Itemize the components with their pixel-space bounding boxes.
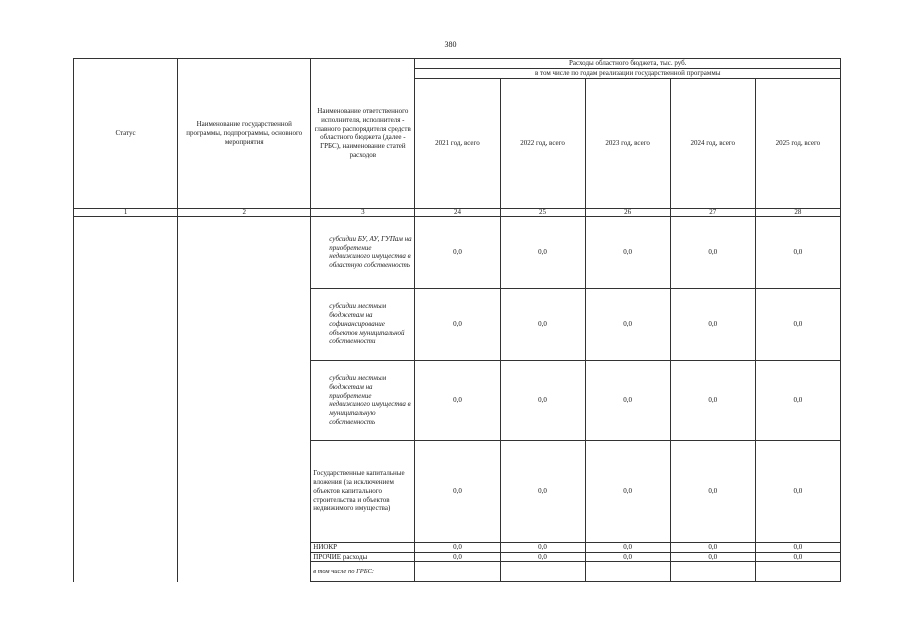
row-value: 0,0 — [415, 360, 500, 440]
header-year-2025: 2025 год, всего — [755, 78, 840, 208]
row-value: 0,0 — [755, 288, 840, 360]
row-label: НИОКР — [311, 542, 415, 552]
status-cell — [74, 216, 178, 582]
row-label: субсидии местным бюджетам на приобретение недвижимого имущества в муниципальную собственность — [311, 360, 415, 440]
row-value: 0,0 — [415, 216, 500, 288]
row-value: 0,0 — [755, 552, 840, 562]
header-status: Статус — [74, 59, 178, 209]
header-year-2022: 2022 год, всего — [500, 78, 585, 208]
page-number: 380 — [444, 40, 457, 49]
row-value — [415, 562, 500, 582]
row-value: 0,0 — [670, 288, 755, 360]
row-value: 0,0 — [585, 288, 670, 360]
column-number: 1 — [74, 208, 178, 216]
row-value: 0,0 — [500, 360, 585, 440]
program-name-cell — [178, 216, 311, 582]
header-program-name: Наименование государственной программы, подпрограммы, основного мероприятия — [178, 59, 311, 209]
row-value: 0,0 — [755, 360, 840, 440]
row-value: 0,0 — [755, 440, 840, 542]
row-value: 0,0 — [415, 542, 500, 552]
row-value: 0,0 — [670, 216, 755, 288]
row-value: 0,0 — [670, 440, 755, 542]
column-number: 24 — [415, 208, 500, 216]
row-value: 0,0 — [670, 552, 755, 562]
row-value: 0,0 — [500, 440, 585, 542]
column-number: 27 — [670, 208, 755, 216]
row-value: 0,0 — [670, 360, 755, 440]
row-value: 0,0 — [585, 552, 670, 562]
header-year-2023: 2023 год, всего — [585, 78, 670, 208]
column-number: 28 — [755, 208, 840, 216]
header-year-2024: 2024 год, всего — [670, 78, 755, 208]
column-number: 25 — [500, 208, 585, 216]
row-value: 0,0 — [500, 552, 585, 562]
header-responsible: Наименование ответственного исполнителя, исполнителя - главного распорядителя средств областного бюджета (далее - ГРБС), наименование статей расходов — [311, 59, 415, 209]
row-value: 0,0 — [415, 288, 500, 360]
header-year-2021: 2021 год, всего — [415, 78, 500, 208]
row-value — [585, 562, 670, 582]
row-value: 0,0 — [585, 440, 670, 542]
row-value — [670, 562, 755, 582]
table-row — [74, 216, 841, 288]
row-label: субсидии местным бюджетам на софинансирование объектов муниципальной собственности — [311, 288, 415, 360]
row-value: 0,0 — [585, 216, 670, 288]
row-value: 0,0 — [755, 216, 840, 288]
column-number: 2 — [178, 208, 311, 216]
row-value: 0,0 — [500, 216, 585, 288]
row-value: 0,0 — [500, 542, 585, 552]
row-value: 0,0 — [755, 542, 840, 552]
row-label: Государственные капитальные вложения (за исключением объектов капитального строительства и объектов недвижимого имущества) — [311, 440, 415, 542]
row-value: 0,0 — [415, 552, 500, 562]
header-by-years: в том числе по годам реализации государственной программы — [415, 69, 841, 79]
row-value: 0,0 — [500, 288, 585, 360]
row-value: 0,0 — [585, 542, 670, 552]
column-number: 26 — [585, 208, 670, 216]
column-number: 3 — [311, 208, 415, 216]
column-numbers-row — [74, 208, 841, 216]
budget-table — [73, 58, 841, 582]
row-label: ПРОЧИЕ расходы — [311, 552, 415, 562]
row-label: в том числе по ГРБС: — [311, 562, 415, 582]
row-value: 0,0 — [415, 440, 500, 542]
row-value: 0,0 — [670, 542, 755, 552]
row-label: субсидии БУ, АУ, ГУПам на приобретение недвижимого имущества в областную собственность — [311, 216, 415, 288]
row-value — [500, 562, 585, 582]
row-value: 0,0 — [585, 360, 670, 440]
row-value — [755, 562, 840, 582]
header-expenses: Расходы областного бюджета, тыс. руб. — [415, 59, 841, 69]
